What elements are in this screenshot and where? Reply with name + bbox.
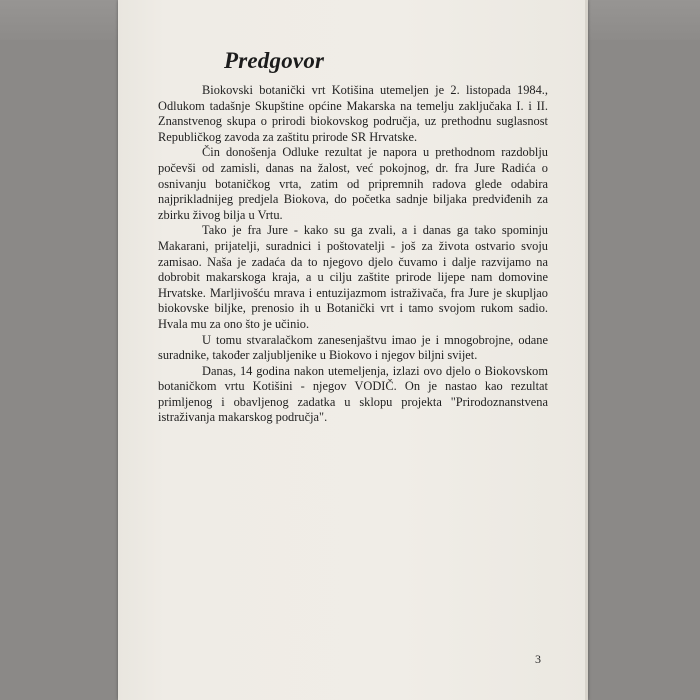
book-page (118, 0, 588, 700)
paragraph-3: Tako je fra Jure - kako su ga zvali, a i danas ga tako spominju Makarani, prijatelji, suradnici i poštovatelji - još za života ostvario svoju zamisao. Naša je zadaća da to njegovo djelo čuvamo i dalje razvijamo na dobrobit makarskoga kraja, a u cilju zaštite prirode lijepe nam domovine Hrvatske. Marljivošću mrava i entuzijazmom istraživača, fra Jure je skupljao biokovske biljke, prenosio ih u Botanički vrt i tamo svojom rukom sadio. Hvala mu za ono što je učinio. (158, 223, 548, 331)
paragraph-5: Danas, 14 godina nakon utemeljenja, izlazi ovo djelo o Biokovskom botaničkom vrtu Kotišini - njegov VODIČ. On je nastao kao rezultat primljenog i obavljenog zadatka u sklopu projekta "Prirodoznanstvena istraživanja makarskog područja". (158, 363, 548, 425)
page-number: 3 (535, 652, 541, 666)
paragraph-4: U tomu stvaralačkom zanesenjaštvu imao je i mnogobrojne, odane suradnike, također zaljubljenike u Biokovo i njegov biljni svijet. (158, 332, 548, 363)
preface-body (158, 83, 548, 426)
paragraph-2: Čin donošenja Odluke rezultat je napora u prethodnom razdoblju počevši od zamisli, danas na žalost, već pokojnog, dr. fra Jure Radića o osnivanju botaničkog vrta, zatim od pripremnih radova glede odabira najprikladnijeg predjela Biokova, do početka sadnje biljaka predviđenih za zbirku živog bilja u Vrtu. (158, 145, 548, 222)
page-edge (585, 0, 588, 700)
page-title: Predgovor (224, 48, 325, 73)
paragraph-1: Biokovski botanički vrt Kotišina utemeljen je 2. listopada 1984., Odlukom tadašnje Skupštine općine Makarska na temelju zaključaka I. i II. Znanstvenog skupa o prirodi biokovskog područja, uz prethodnu suglasnost Republičkog zavoda za zaštitu prirode SR Hrvatske. (158, 83, 548, 144)
